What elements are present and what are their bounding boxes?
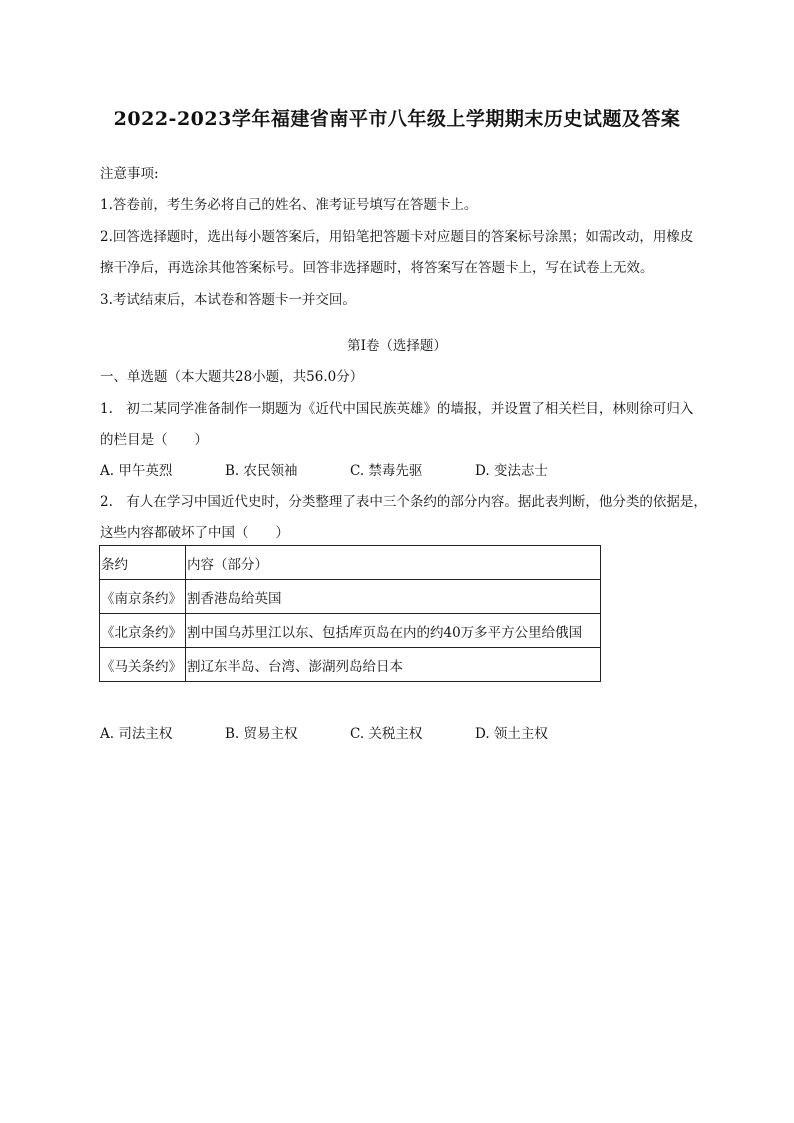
table-cell-treaty: 《南京条约》 — [100, 580, 186, 614]
question-2-line-1: 2. 有人在学习中国近代史时，分类整理了表中三个条约的部分内容。据此表判断，他分类的依据是， — [100, 494, 707, 510]
section-title: 第Ⅰ卷（选择题） — [347, 338, 447, 354]
question-1-line-1: 1. 初二某同学准备制作一期题为《近代中国民族英雄》的墙报，并设置了相关栏目，林则徐可归入 — [100, 401, 694, 417]
table-cell-treaty: 《马关条约》 — [100, 648, 186, 682]
table-cell-content: 割辽东半岛、台湾、澎湖列岛给日本 — [186, 648, 601, 682]
question-2-options — [100, 722, 548, 742]
table-header-row — [100, 546, 601, 580]
table-row — [100, 580, 601, 614]
question-2-option-c[interactable]: C. 关税主权 — [350, 726, 423, 742]
table-header-content: 内容（部分） — [186, 546, 601, 580]
question-2-option-a[interactable]: A. 司法主权 — [100, 726, 173, 742]
question-1-line-2: 的栏目是（ ） — [100, 432, 208, 448]
notice-item-2-line-1: 2.回答选择题时，选出每小题答案后，用铅笔把答题卡对应题目的答案标号涂黑；如需改动，用橡皮 — [100, 229, 694, 245]
table-cell-treaty: 《北京条约》 — [100, 614, 186, 648]
question-1-option-a[interactable]: A. 甲午英烈 — [100, 463, 173, 479]
question-2-option-d[interactable]: D. 领土主权 — [475, 726, 548, 742]
table-row — [100, 648, 601, 682]
table-header-treaty: 条约 — [100, 546, 186, 580]
notice-item-2-line-2: 擦干净后，再选涂其他答案标号。回答非选择题时，将答案写在答题卡上，写在试卷上无效。 — [100, 260, 654, 276]
question-1-option-c[interactable]: C. 禁毒先驱 — [350, 463, 423, 479]
question-2-option-b[interactable]: B. 贸易主权 — [225, 726, 298, 742]
notice-heading: 注意事项: — [100, 166, 159, 182]
part-heading: 一、单选题（本大题共28小题，共56.0分） — [100, 369, 364, 385]
table-cell-content: 割香港岛给英国 — [186, 580, 601, 614]
table-cell-content: 割中国乌苏里江以东、包括库页岛在内的约40万多平方公里给俄国 — [186, 614, 601, 648]
question-2-line-2: 这些内容都破坏了中国（ ） — [100, 525, 289, 541]
question-1-option-d[interactable]: D. 变法志士 — [475, 463, 548, 479]
page-title: 2022-2023学年福建省南平市八年级上学期期末历史试题及答案 — [113, 108, 681, 130]
notice-item-3: 3.考试结束后，本试卷和答题卡一并交回。 — [100, 292, 356, 308]
treaty-table — [99, 545, 601, 682]
notice-item-1: 1.答卷前，考生务必将自己的姓名、准考证号填写在答题卡上。 — [100, 197, 478, 213]
question-1-options — [100, 459, 548, 479]
question-1-option-b[interactable]: B. 农民领袖 — [225, 463, 298, 479]
table-row — [100, 614, 601, 648]
